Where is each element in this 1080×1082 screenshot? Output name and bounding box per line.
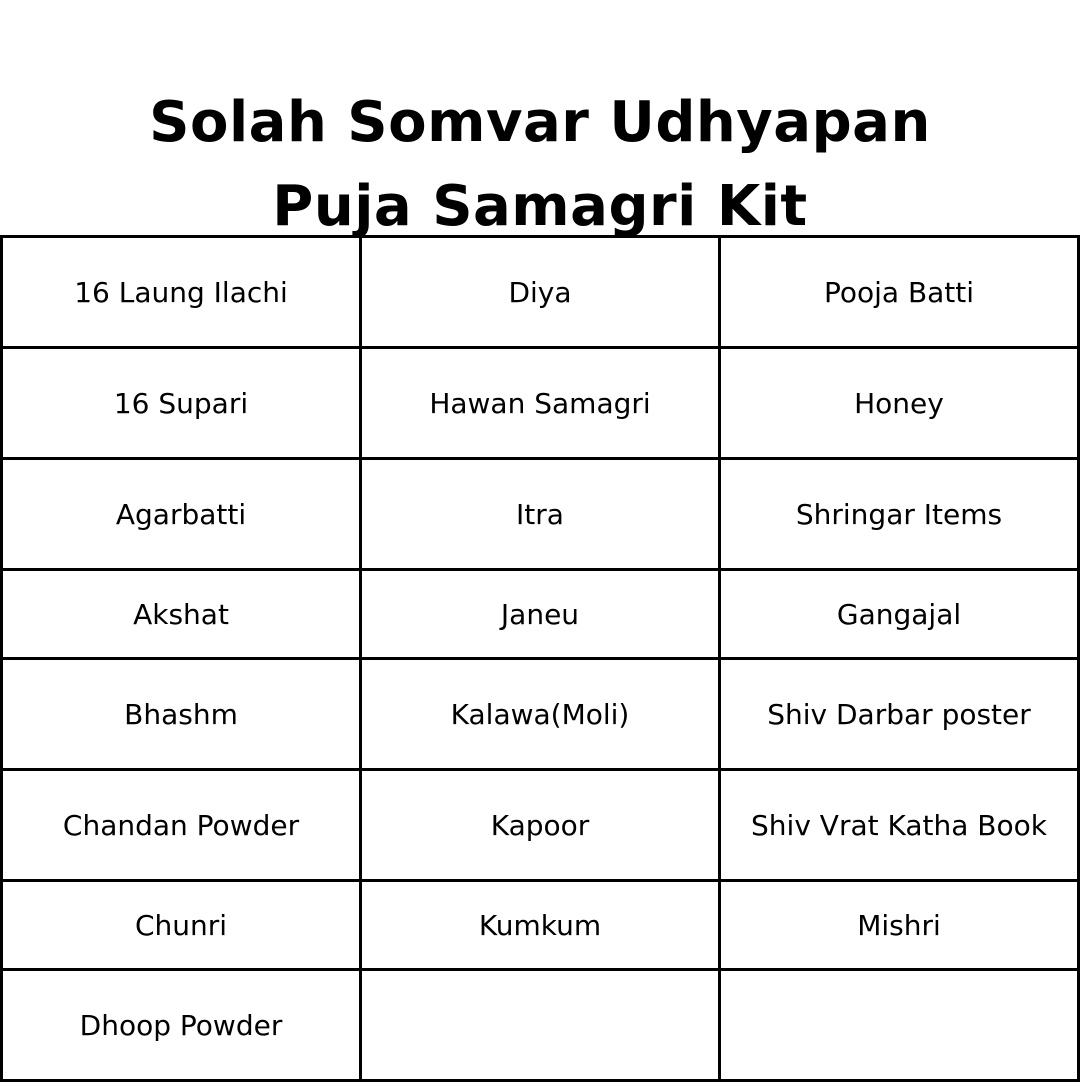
title-line-1: Solah Somvar Udhyapan: [149, 89, 931, 155]
table-cell: Bhashm: [2, 659, 361, 770]
table-cell: Chunri: [2, 881, 361, 970]
title-line-2: Puja Samagri Kit: [272, 173, 808, 239]
table-cell: Kalawa(Moli): [361, 659, 720, 770]
table-row: [2, 659, 1079, 770]
page-title: [0, 81, 1080, 249]
samagri-items-table: [0, 235, 1080, 1082]
table-cell: 16 Supari: [2, 348, 361, 459]
table-cell: [361, 970, 720, 1081]
table-row: [2, 970, 1079, 1081]
table-cell: Shiv Vrat Katha Book: [720, 770, 1079, 881]
table-row: [2, 570, 1079, 659]
table-cell: Janeu: [361, 570, 720, 659]
table-cell: Hawan Samagri: [361, 348, 720, 459]
table-cell: 16 Laung Ilachi: [2, 237, 361, 348]
table-row: [2, 770, 1079, 881]
table-cell: Chandan Powder: [2, 770, 361, 881]
table-cell: Shringar Items: [720, 459, 1079, 570]
table-row: [2, 459, 1079, 570]
table-cell: Kapoor: [361, 770, 720, 881]
table-cell: [720, 970, 1079, 1081]
table-row: [2, 348, 1079, 459]
table-cell: Mishri: [720, 881, 1079, 970]
table-cell: Dhoop Powder: [2, 970, 361, 1081]
table-cell: Agarbatti: [2, 459, 361, 570]
table-cell: Pooja Batti: [720, 237, 1079, 348]
table-cell: Shiv Darbar poster: [720, 659, 1079, 770]
table-cell: Diya: [361, 237, 720, 348]
table-cell: Honey: [720, 348, 1079, 459]
table-row: [2, 237, 1079, 348]
table-row: [2, 881, 1079, 970]
table-cell: Akshat: [2, 570, 361, 659]
table-cell: Gangajal: [720, 570, 1079, 659]
table-cell: Kumkum: [361, 881, 720, 970]
table-cell: Itra: [361, 459, 720, 570]
